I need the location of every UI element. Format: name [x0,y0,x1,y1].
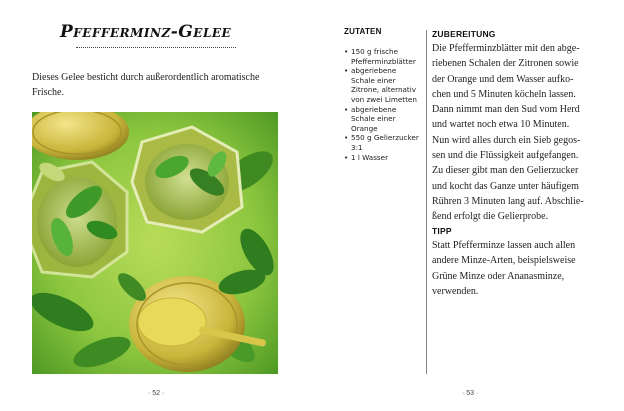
tip-line: Grüne Minze oder Ananasminze, [432,270,565,282]
ingredient-line: • 550 g Gelierzucker [351,133,419,143]
ingredient-line: Zitrone, alternativ [351,85,416,95]
intro-line: Dieses Gelee besticht durch außerordentlich aromatische [32,72,260,83]
preparation-line: Rühren 3 Minuten lang auf. Abschlie- [432,195,584,207]
ingredient-line: Pfefferminzblätter [351,56,416,66]
ingredient-line: Schale einer [351,114,396,124]
page-number: · 52 · [148,390,165,397]
intro-line: Frische. [32,87,64,98]
ingredient-line: 3:1 [351,142,363,152]
ingredient-line: • 150 g frische [351,47,399,56]
right-page [312,0,624,411]
preparation-line: Zu dieser gibt man den Gelierzucker [432,165,579,177]
intro-text [32,70,284,100]
tip-heading: TIPP [432,226,452,236]
ingredient-line: • 1 l Wasser [351,152,389,162]
ingredient-item [344,153,424,163]
tip-text [432,238,600,299]
preparation-line: sen und die Flüssigkeit aufgefangen. [432,150,579,162]
preparation-line: ßend erfolgt die Gelierprobe. [432,211,549,223]
ingredient-line: Schale einer [351,75,396,85]
preparation-heading: ZUBEREITUNG [432,29,496,39]
tip-line: verwenden. [432,285,479,297]
preparation-line: chen und 5 Minuten köcheln lassen. [432,88,576,100]
preparation-line: Nun wird alles durch ein Sieb gegos- [432,134,581,146]
ingredients-list [344,47,424,162]
ingredient-item [344,47,424,66]
page-number: · 53 · [462,390,479,397]
ingredient-item [344,133,424,152]
title-divider [76,47,236,48]
preparation-text [432,41,600,225]
recipe-title: Pfefferminz-Gelee [60,22,232,42]
preparation-line: der Orange und dem Wasser aufko- [432,73,574,85]
column-divider [426,30,427,374]
tip-line: Statt Pfefferminze lassen auch allen [432,240,576,251]
tip-line: andere Minze-Arten, beispielsweise [432,255,576,267]
ingredients-heading: ZUTATEN [344,27,382,36]
ingredient-line: Orange [351,123,378,133]
preparation-line: und kocht das Ganze unter häufigem [432,180,579,192]
ingredient-item [344,105,424,134]
ingredient-line: von zwei Limetten [351,94,417,104]
ingredient-item [344,66,424,104]
ingredient-line: • abgeriebene [351,66,397,76]
preparation-line: Dann nimmt man den Sud vom Herd [432,104,580,116]
ingredient-line: • abgeriebene [351,104,397,114]
preparation-line: und wartet noch etwa 10 Minuten. [432,119,570,131]
preparation-line: Die Pfefferminzblätter mit den abge- [432,43,580,54]
recipe-photo [32,112,278,374]
preparation-line: riebenen Schalen der Zitronen sowie [432,58,579,70]
